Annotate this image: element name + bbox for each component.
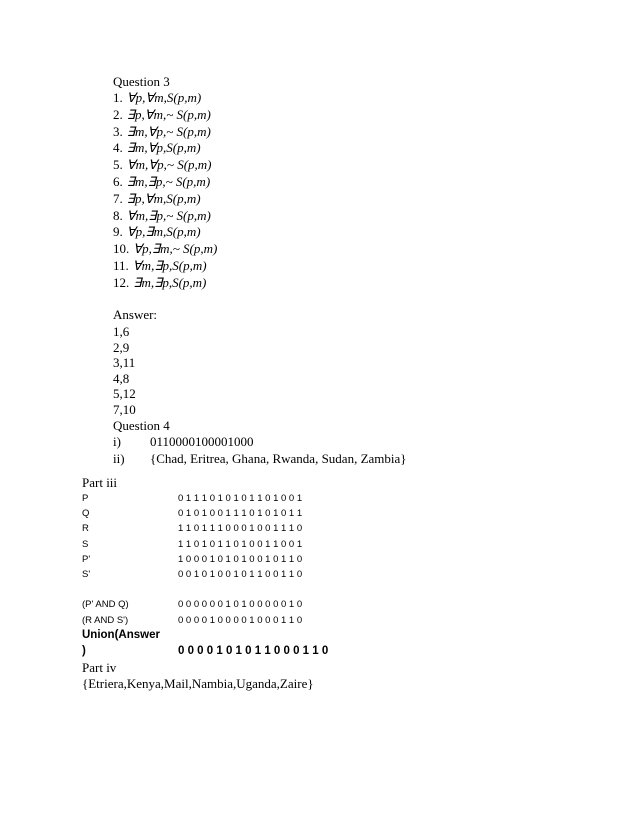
- q3-heading: Question 3: [113, 74, 170, 89]
- row-bits: 0 0 1 0 1 0 0 1 0 1 1 0 0 1 1 0: [178, 569, 303, 580]
- statement-formula: ∀m,∀p,~ S(p,m): [126, 157, 212, 173]
- statement-formula: ∃m,∃p,S(p,m): [133, 274, 207, 290]
- union-label: Union(Answer: [82, 629, 160, 641]
- row-bits: 1 0 0 0 1 0 1 0 1 0 0 1 0 1 1 0: [178, 553, 303, 565]
- answer-pair: 3,11: [113, 355, 136, 370]
- q3-statement: [113, 258, 207, 274]
- row-bits: 0 1 0 1 0 0 1 1 1 0 1 0 1 0 1 1: [178, 508, 303, 520]
- row-bits: 1 1 0 1 1 1 0 0 0 1 0 0 1 1 1 0: [178, 523, 303, 535]
- statement-number: 10.: [113, 241, 130, 257]
- answer-pair: 1,6: [113, 324, 130, 339]
- q3-statement: [113, 124, 211, 140]
- statement-number: 1.: [113, 90, 123, 105]
- answer-pair: 2,9: [113, 339, 130, 355]
- statement-formula: ∀m,∃p,S(p,m): [132, 258, 207, 273]
- q4-i-label: i): [113, 434, 121, 449]
- statement-number: 2.: [113, 106, 123, 122]
- q3-statement: [113, 241, 217, 257]
- union-bits: 0 0 0 0 1 0 1 0 1 1 0 0 0 1 1 0: [178, 645, 329, 657]
- row-bits: 0 1 1 1 0 1 0 1 0 1 1 0 1 0 0 1: [178, 493, 303, 504]
- row-label: P: [82, 493, 89, 504]
- row-label: S: [82, 538, 89, 550]
- q3-statement: [113, 275, 206, 291]
- statement-formula: ∀p,∀m,S(p,m): [126, 90, 202, 105]
- answer-pair: 5,12: [113, 386, 136, 401]
- answer-label: Answer:: [113, 307, 158, 322]
- q4-i-value: 0110000100001000: [150, 434, 254, 449]
- q3-statement: [113, 208, 211, 224]
- answer-pair: 7,10: [113, 401, 136, 417]
- row-bits: 1 1 0 1 0 1 1 0 1 0 0 1 1 0 0 1: [178, 538, 303, 550]
- statement-number: 12.: [113, 274, 130, 290]
- statement-formula: ∃p,∀m,S(p,m): [126, 190, 201, 206]
- union-label-end: ): [82, 645, 86, 657]
- statement-formula: ∀p,∃m,S(p,m): [126, 224, 201, 240]
- part4-heading: Part iv: [82, 660, 117, 675]
- row-label: P': [82, 553, 91, 565]
- statement-number: 4.: [113, 140, 123, 156]
- q3-statement: [113, 140, 201, 156]
- statement-number: 8.: [113, 207, 123, 223]
- statement-number: 9.: [113, 224, 123, 240]
- q3-statement: [113, 90, 201, 106]
- statement-number: 6.: [113, 174, 123, 189]
- row-label: Q: [82, 508, 90, 520]
- q3-statement: [113, 174, 210, 190]
- row-label: (R AND S'): [82, 614, 129, 626]
- answer-pair: 4,8: [113, 370, 130, 386]
- q3-statement: [113, 157, 212, 173]
- statement-number: 7.: [113, 190, 123, 206]
- row-label: S': [82, 569, 91, 580]
- part4-value: {Etriera,Kenya,Mail,Nambia,Uganda,Zaire}: [82, 676, 314, 691]
- statement-formula: ∀m,∃p,~ S(p,m): [126, 207, 211, 223]
- q3-statement: [113, 107, 211, 123]
- statement-formula: ∃p,∀m,~ S(p,m): [126, 106, 211, 122]
- statement-number: 11.: [113, 258, 129, 273]
- row-bits: 0 0 0 0 0 0 1 0 1 0 0 0 0 0 1 0: [178, 599, 303, 610]
- q3-statement: [113, 191, 201, 207]
- q4-ii-label: ii): [113, 451, 125, 466]
- statement-formula: ∃m,∃p,~ S(p,m): [126, 174, 211, 189]
- row-label: (P' AND Q): [82, 599, 129, 610]
- statement-formula: ∀p,∃m,~ S(p,m): [133, 241, 218, 257]
- q3-statement: [113, 224, 201, 240]
- row-label: R: [82, 523, 89, 535]
- statement-number: 3.: [113, 123, 123, 139]
- statement-formula: ∃m,∀p,S(p,m): [126, 140, 201, 156]
- q4-heading: Question 4: [113, 418, 170, 433]
- part3-heading: Part iii: [82, 475, 118, 490]
- statement-number: 5.: [113, 157, 123, 173]
- row-bits: 0 0 0 0 1 0 0 0 0 1 0 0 0 1 1 0: [178, 614, 303, 626]
- statement-formula: ∃m,∀p,~ S(p,m): [126, 123, 211, 139]
- q4-ii-value: {Chad, Eritrea, Ghana, Rwanda, Sudan, Zambia}: [150, 451, 407, 466]
